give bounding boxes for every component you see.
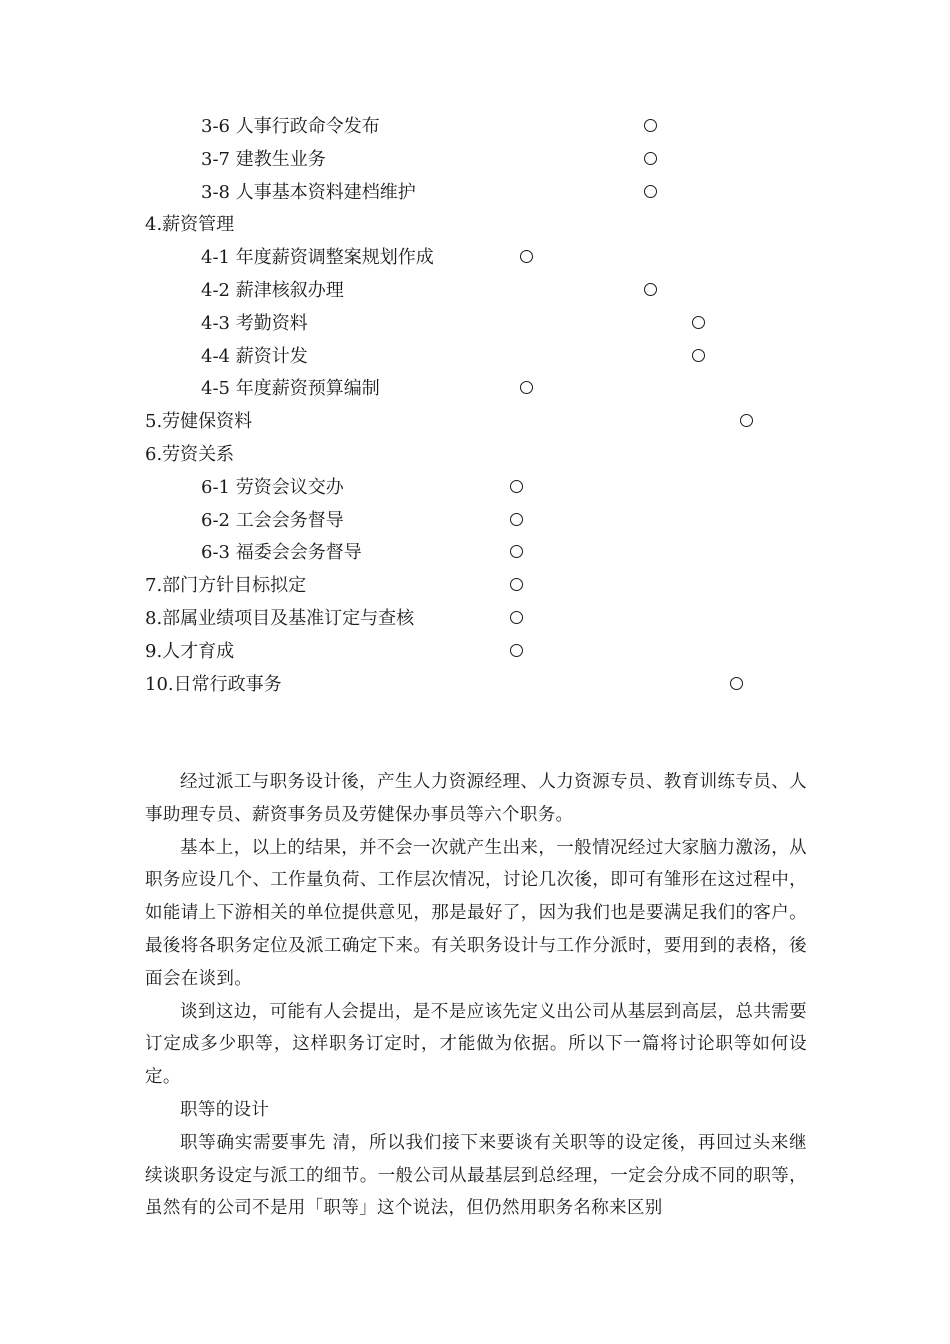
outline-row: [0, 274, 950, 307]
outline-item-label: 8.部属业绩项目及基准订定与查核: [145, 608, 415, 629]
circle-mark-icon: [692, 316, 705, 329]
outline-item-label: 4-3 考勤资料: [201, 312, 308, 334]
outline-row: [0, 307, 950, 340]
circle-mark-icon: [510, 545, 523, 558]
outline-item-label: 4-2 薪津核叙办理: [201, 280, 344, 301]
outline-row: [0, 438, 950, 471]
outline-row: [0, 536, 950, 569]
outline-item-label: 4-5 年度薪资预算编制: [201, 378, 380, 400]
outline-row: [0, 110, 950, 143]
outline-row: [0, 340, 950, 373]
outline-item-label: 4-1 年度薪资调整案规划作成: [201, 247, 434, 269]
outline-item-label: 5.劳健保资料: [145, 411, 253, 433]
outline-row: [0, 241, 950, 274]
outline-row: [0, 143, 950, 176]
body-paragraph: 经过派工与职务设计後，产生人力资源经理、人力资源专员、教育训练专员、人事助理专员、薪资事务员及劳健保办事员等六个职务。: [145, 772, 807, 825]
circle-mark-icon: [510, 611, 523, 624]
outline-item-label: 7.部门方针目标拟定: [145, 575, 307, 597]
outline-row: [0, 668, 950, 701]
circle-mark-icon: [510, 480, 523, 493]
body-paragraph: 谈到这边，可能有人会提出，是不是应该先定义出公司从基层到高层，总共需要订定成多少职等，这样职务订定时，才能做为依据。所以下一篇将讨论职等如何设定。: [145, 1001, 807, 1088]
circle-mark-icon: [520, 250, 533, 263]
circle-mark-icon: [692, 349, 705, 362]
circle-mark-icon: [520, 381, 533, 394]
section-heading: 职等的设计: [180, 1099, 270, 1120]
circle-mark-icon: [644, 152, 657, 165]
circle-mark-icon: [644, 185, 657, 198]
circle-mark-icon: [730, 677, 743, 690]
outline-row: [0, 471, 950, 504]
outline-item-label: 9.人才育成: [145, 640, 235, 662]
outline-item-label: 10.日常行政事务: [145, 673, 282, 695]
outline-item-label: 3-6 人事行政命令发布: [201, 116, 380, 137]
circle-mark-icon: [644, 283, 657, 296]
outline-row: [0, 208, 950, 241]
outline-row: [0, 372, 950, 405]
outline-item-label: 6-1 劳资会议交办: [201, 476, 344, 498]
circle-mark-icon: [740, 414, 753, 427]
body-paragraph: 基本上，以上的结果，并不会一次就产生出来，一般情况经过大家脑力激汤，从职务应设几个、工作量负荷、工作层次情况，讨论几次後，即可有雏形在这过程中，如能请上下游相关的单位提供意见，那是最好了，因为我们也是要满足我们的客户。最後将各职务定位及派工确定下来。有关职务设计与工作分派时，要用到的表格，後面会在谈到。: [145, 837, 807, 989]
outline-item-label: 3-8 人事基本资料建档维护: [201, 181, 416, 203]
outline-item-label: 6.劳资关系: [145, 444, 235, 465]
outline-row: [0, 504, 950, 537]
body-text: [145, 766, 807, 1225]
circle-mark-icon: [510, 644, 523, 657]
circle-mark-icon: [510, 578, 523, 591]
circle-mark-icon: [644, 119, 657, 132]
outline-item-label: 3-7 建教生业务: [201, 148, 326, 170]
outline-item-label: 6-3 福委会会务督导: [201, 542, 362, 564]
outline-row: [0, 405, 950, 438]
outline-row: [0, 176, 950, 209]
body-paragraph: 职等确实需要事先 清，所以我们接下来要谈有关职等的设定後，再回过头来继续谈职务设定与派工的细节。一般公司从最基层到总经理，一定会分成不同的职等，虽然有的公司不是用「职等」这个说法，但仍然用职务名称来区别: [145, 1132, 807, 1219]
outline-item-label: 4.薪资管理: [145, 214, 235, 236]
outline-row: [0, 569, 950, 602]
outline-item-label: 6-2 工会会务督导: [201, 509, 344, 531]
outline-row: [0, 602, 950, 635]
circle-mark-icon: [510, 513, 523, 526]
outline-row: [0, 635, 950, 668]
outline-item-label: 4-4 薪资计发: [201, 345, 308, 367]
